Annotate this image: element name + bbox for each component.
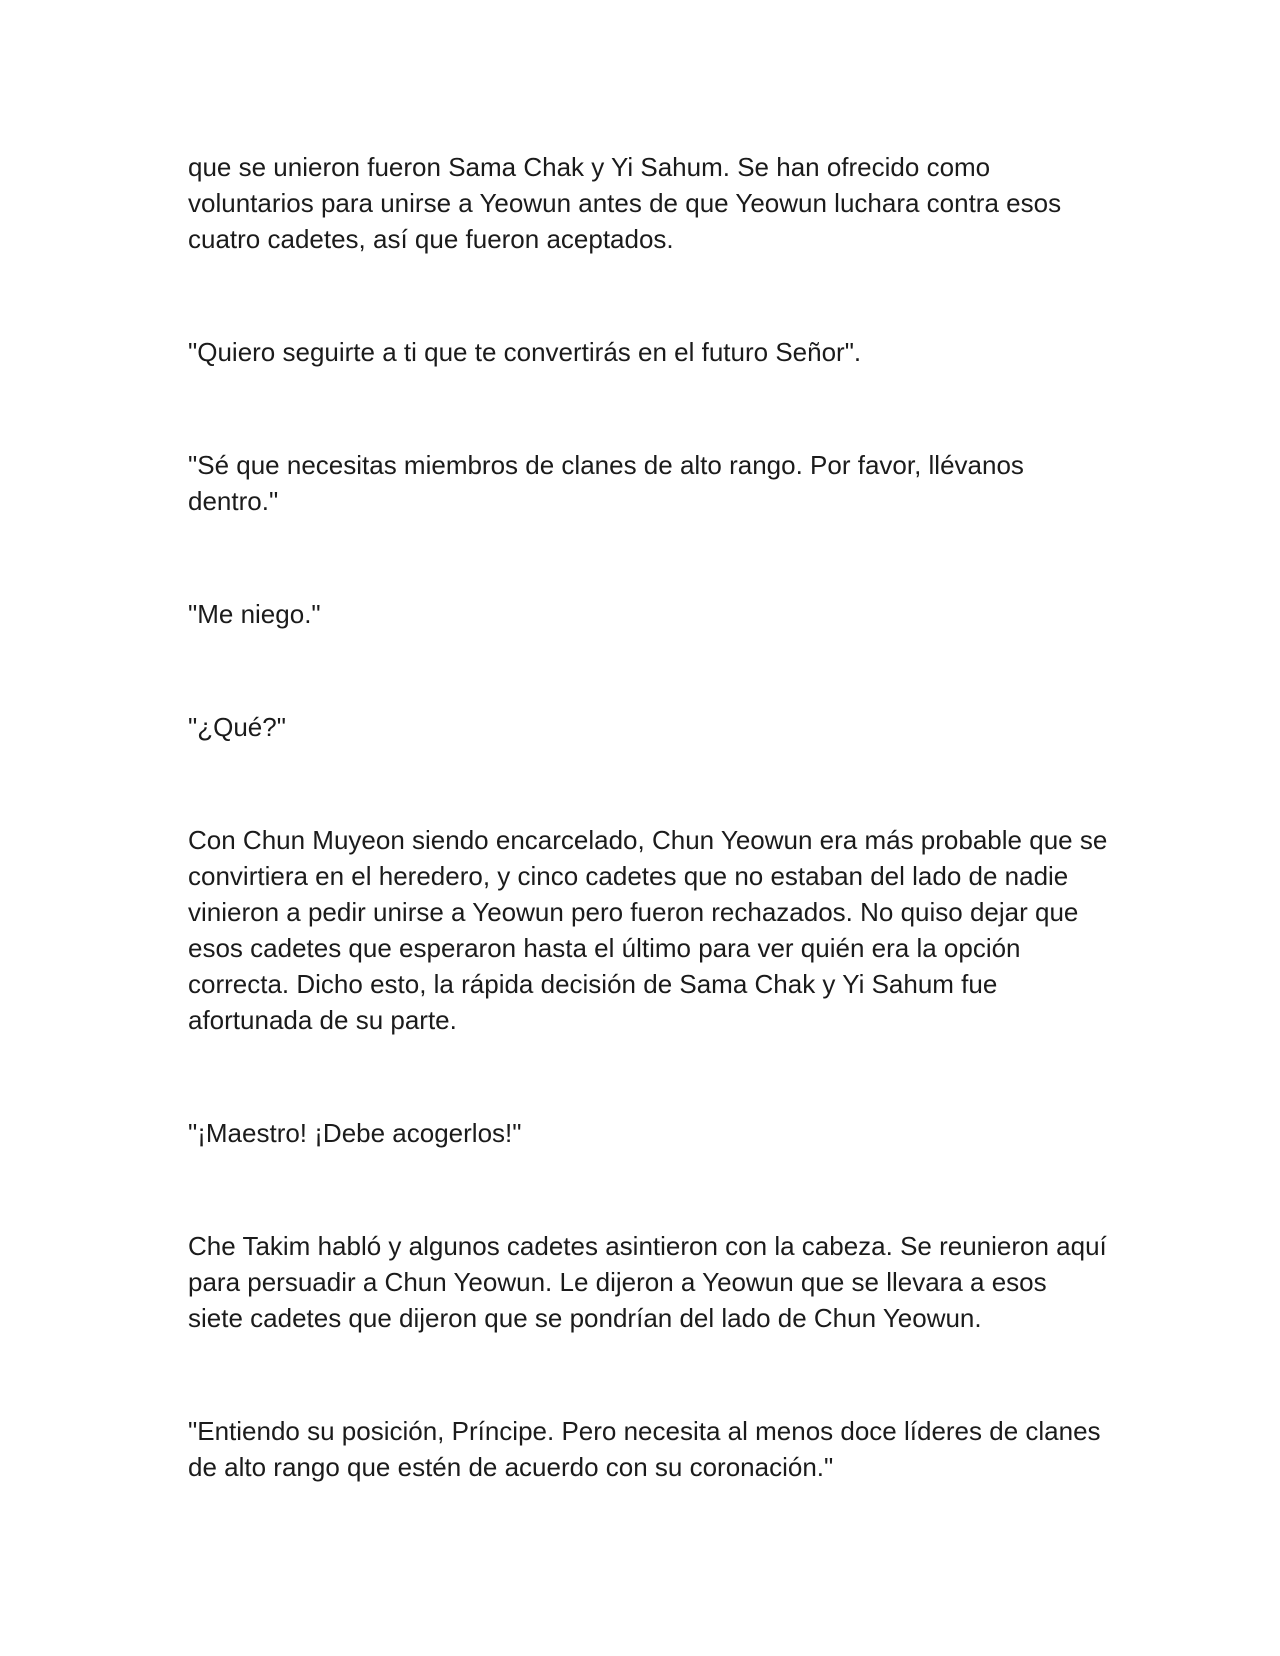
paragraph: "Me niego." xyxy=(188,599,321,629)
document-body xyxy=(188,149,1108,1562)
paragraph: que se unieron fueron Sama Chak y Yi Sahum. Se han ofrecido como voluntarios para unirse a Yeowun antes de que Yeowun luchara contra esos cuatro cadetes, así que fueron aceptados. xyxy=(188,152,1062,254)
paragraph: "Entiendo su posición, Príncipe. Pero necesita al menos doce líderes de clanes de alto rango que estén de acuerdo con su coronación." xyxy=(188,1416,1101,1482)
paragraph: "Sé que necesitas miembros de clanes de alto rango. Por favor, llévanos dentro." xyxy=(188,450,1024,516)
paragraph: "¿Qué?" xyxy=(188,712,286,742)
paragraph: "Quiero seguirte a ti que te convertirás en el futuro Señor". xyxy=(188,337,862,367)
paragraph: Che Takim habló y algunos cadetes asintieron con la cabeza. Se reunieron aquí para persuadir a Chun Yeowun. Le dijeron a Yeowun que se llevara a esos siete cadetes que dijeron que se pondrían del lado de Chun Yeowun. xyxy=(188,1231,1107,1333)
paragraph: Con Chun Muyeon siendo encarcelado, Chun Yeowun era más probable que se convirtiera en el heredero, y cinco cadetes que no estaban del lado de nadie vinieron a pedir unirse a Yeowun pero fueron rechazados. No quiso dejar que esos cadetes que esperaron hasta el último para ver quién era la opción correcta. Dicho esto, la rápida decisión de Sama Chak y Yi Sahum fue afortunada de su parte. xyxy=(188,825,1108,1035)
paragraph: "¡Maestro! ¡Debe acogerlos!" xyxy=(188,1118,522,1148)
